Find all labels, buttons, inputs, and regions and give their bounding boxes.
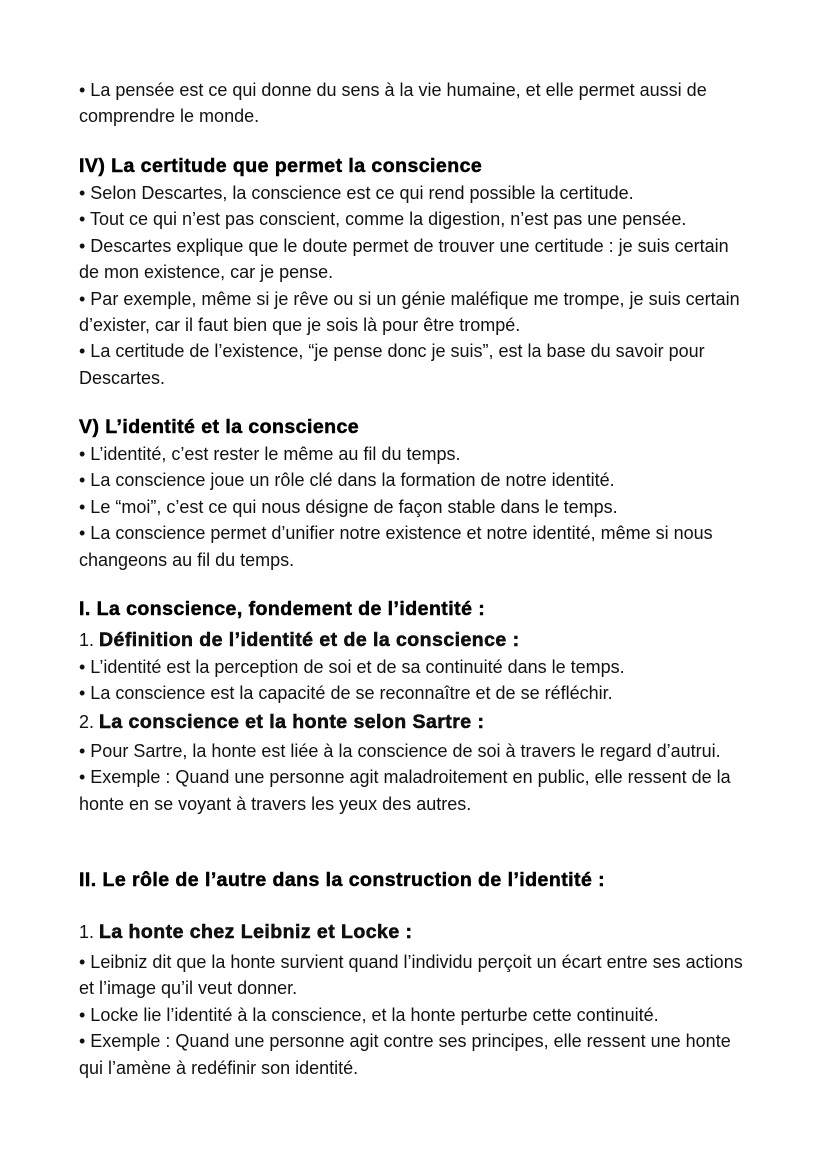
section-heading: V) L’identité et la conscience <box>79 416 360 438</box>
bullet: • L’identité est la perception de soi et de sa continuité dans le temps. <box>79 657 625 677</box>
sub-number: 1. <box>79 922 100 942</box>
section-heading: I. La conscience, fondement de l’identité : <box>79 598 486 620</box>
bullet: • Exemple : Quand une personne agit contre ses principes, elle ressent une honte qui l’amène à redéfinir son identité. <box>79 1031 731 1078</box>
bullet: • Le “moi”, c’est ce qui nous désigne de façon stable dans le temps. <box>79 496 618 517</box>
subheading <box>79 919 412 945</box>
sub-title: La honte chez Leibniz et Locke : <box>99 921 413 943</box>
section-heading: II. Le rôle de l’autre dans la construction de l’identité : <box>79 869 606 891</box>
bullet: • Par exemple, même si je rêve ou si un génie maléfique me trompe, je suis certain d’exister, car il faut bien que je sois là pour être trompé. <box>79 288 740 336</box>
bullet-list <box>79 180 745 391</box>
bullet: • La conscience est la capacité de se reconnaître et de se réfléchir. <box>79 683 613 704</box>
subheading <box>79 709 484 735</box>
bullet: • Exemple : Quand une personne agit maladroitement en public, elle ressent de la honte en se voyant à travers les yeux des autres. <box>79 767 731 814</box>
section-heading: IV) La certitude que permet la conscience <box>79 155 483 177</box>
subheading <box>79 627 520 653</box>
bullet: • Locke lie l’identité à la conscience, et la honte perturbe cette continuité. <box>79 1004 659 1025</box>
bullet-list <box>79 738 745 817</box>
bullet-list <box>79 654 745 707</box>
bullet: • Tout ce qui n’est pas conscient, comme la digestion, n’est pas une pensée. <box>79 209 687 230</box>
bullet-list <box>79 949 745 1081</box>
sub-number: 2. <box>79 712 100 732</box>
sub-title: Définition de l’identité et de la conscience : <box>99 629 520 651</box>
sub-title: La conscience et la honte selon Sartre : <box>99 711 485 733</box>
bullet: • Leibniz dit que la honte survient quand l’individu perçoit un écart entre ses actions et l’image qu’il veut donner. <box>79 952 743 999</box>
bullet: • Descartes explique que le doute permet de trouver une certitude : je suis certain de mon existence, car je pense. <box>79 235 729 283</box>
sub-number: 1. <box>79 630 100 650</box>
bullet-list <box>79 441 745 573</box>
bullet: • La conscience permet d’unifier notre existence et notre identité, même si nous changeons au fil du temps. <box>79 523 713 570</box>
bullet: • La conscience joue un rôle clé dans la formation de notre identité. <box>79 470 615 491</box>
bullet: • Selon Descartes, la conscience est ce qui rend possible la certitude. <box>79 183 634 203</box>
bullet: • La pensée est ce qui donne du sens à la vie humaine, et elle permet aussi de comprendre le monde. <box>79 80 707 127</box>
bullet: • La certitude de l’existence, “je pense donc je suis”, est la base du savoir pour Descartes. <box>79 341 705 388</box>
bullet: • Pour Sartre, la honte est liée à la conscience de soi à travers le regard d’autrui. <box>79 741 721 761</box>
bullet: • L’identité, c’est rester le même au fil du temps. <box>79 444 461 464</box>
